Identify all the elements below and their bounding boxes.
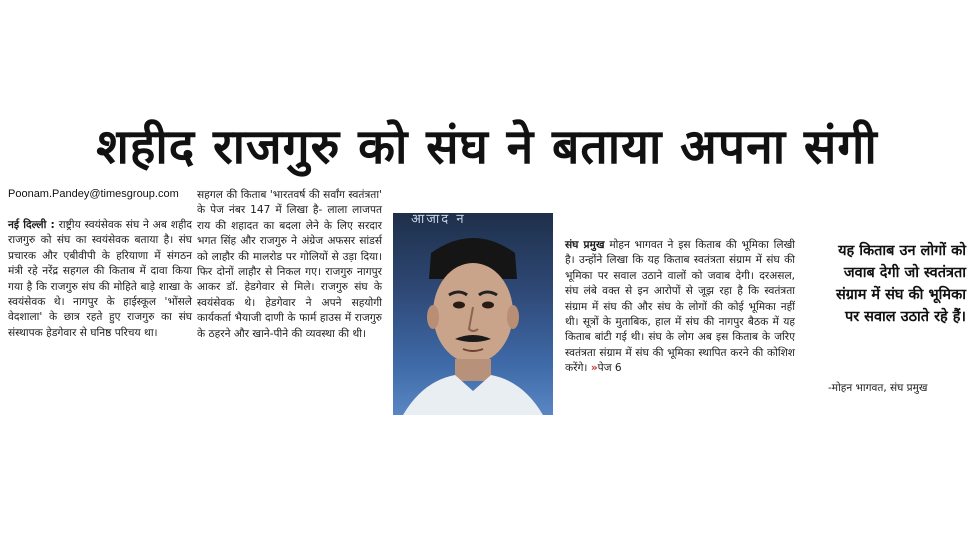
jump-arrow-icon: » (590, 362, 598, 375)
byline-email: Poonam.Pandey@timesgroup.com (8, 188, 179, 200)
column-2-text: सहगल की किताब 'भारतवर्ष की सर्वांग स्वतंत्रता' के पेज नंबर 147 में लिखा है- लाला लाजपत राय की शहादत का बदला लेने के लिए सरदार भगत सिंह और राजगुरु ने अंग्रेज अफसर सांडर्स को लाहौर की मालरोड पर गोलियों से उड़ा दिया। फिर दोनों लाहौर से निकल गए। राजगुरु नागपुर आकर डॉ. हेडगेवार से मिले। राजगुरु संघ के स्वयंसेवक थे। हेडगेवार ने अपने सहयोगी कार्यकर्ता भैयाजी दाणी के फार्म हाउस में राजगुरु के ठहरने और खाने-पीने की व्यवस्था की थी। (197, 189, 382, 340)
article-column-3 (565, 238, 795, 377)
pull-quote: यह किताब उन लोगों को जवाब देगी जो स्वतंत्रता संग्राम में संघ की भूमिका पर सवाल उठाते रहे हैं। (835, 243, 966, 325)
article-column-1 (8, 218, 192, 341)
column-3-lead: संघ प्रमुख (565, 239, 605, 251)
portrait-photo (393, 213, 553, 415)
headline: शहीद राजगुरु को संघ ने बताया अपना संगी (96, 119, 878, 175)
article-column-2 (197, 188, 382, 342)
photo-caption: आजाद न (411, 213, 466, 227)
pull-quote-attribution: -मोहन भागवत, संघ प्रमुख (828, 382, 928, 394)
dateline: नई दिल्ली : (8, 219, 55, 231)
column-3-text: मोहन भागवत ने इस किताब की भूमिका लिखी है। उन्होंने लिखा कि यह किताब स्वतंत्रता संग्राम में संघ की भूमिका पर सवाल उठाने वालों को जवाब देगी। दरअसल, संघ लंबे वक्त से इन आरोपों से जूझ रहा है कि स्वतंत्रता संग्राम में संघ की और संघ के लोगों की कोई भूमिका नहीं थी। सूत्रों के मुताबिक, हाल में संघ की नागपुर बैठक में यह किताब बांटी गई थी। संघ के लोग अब इस किताब के जरिए स्वतंत्रता संग्राम में संघ की भूमिका स्थापित करने की कोशिश करेंगे। (565, 239, 795, 375)
portrait-illustration (393, 213, 553, 415)
page-jump[interactable]: पेज 6 (597, 362, 622, 375)
column-1-text: राष्ट्रीय स्वयंसेवक संघ ने अब शहीद राजगुरु को संघ का स्वयंसेवक बताया है। संघ प्रचारक और एबीवीपी के हरियाणा में संगठन मंत्री रहे नरेंद्र सहगल की किताब में दावा किया गया है कि राजगुरु संघ की मोहिते बाड़े शाखा के स्वयंसेवक थे। नागपुर के हाईस्कूल 'भोंसले वेदशाला' के छात्र रहते हुए राजगुरु का संघ संस्थापक हेडगेवार से घनिष्ठ परिचय था। (8, 219, 192, 339)
